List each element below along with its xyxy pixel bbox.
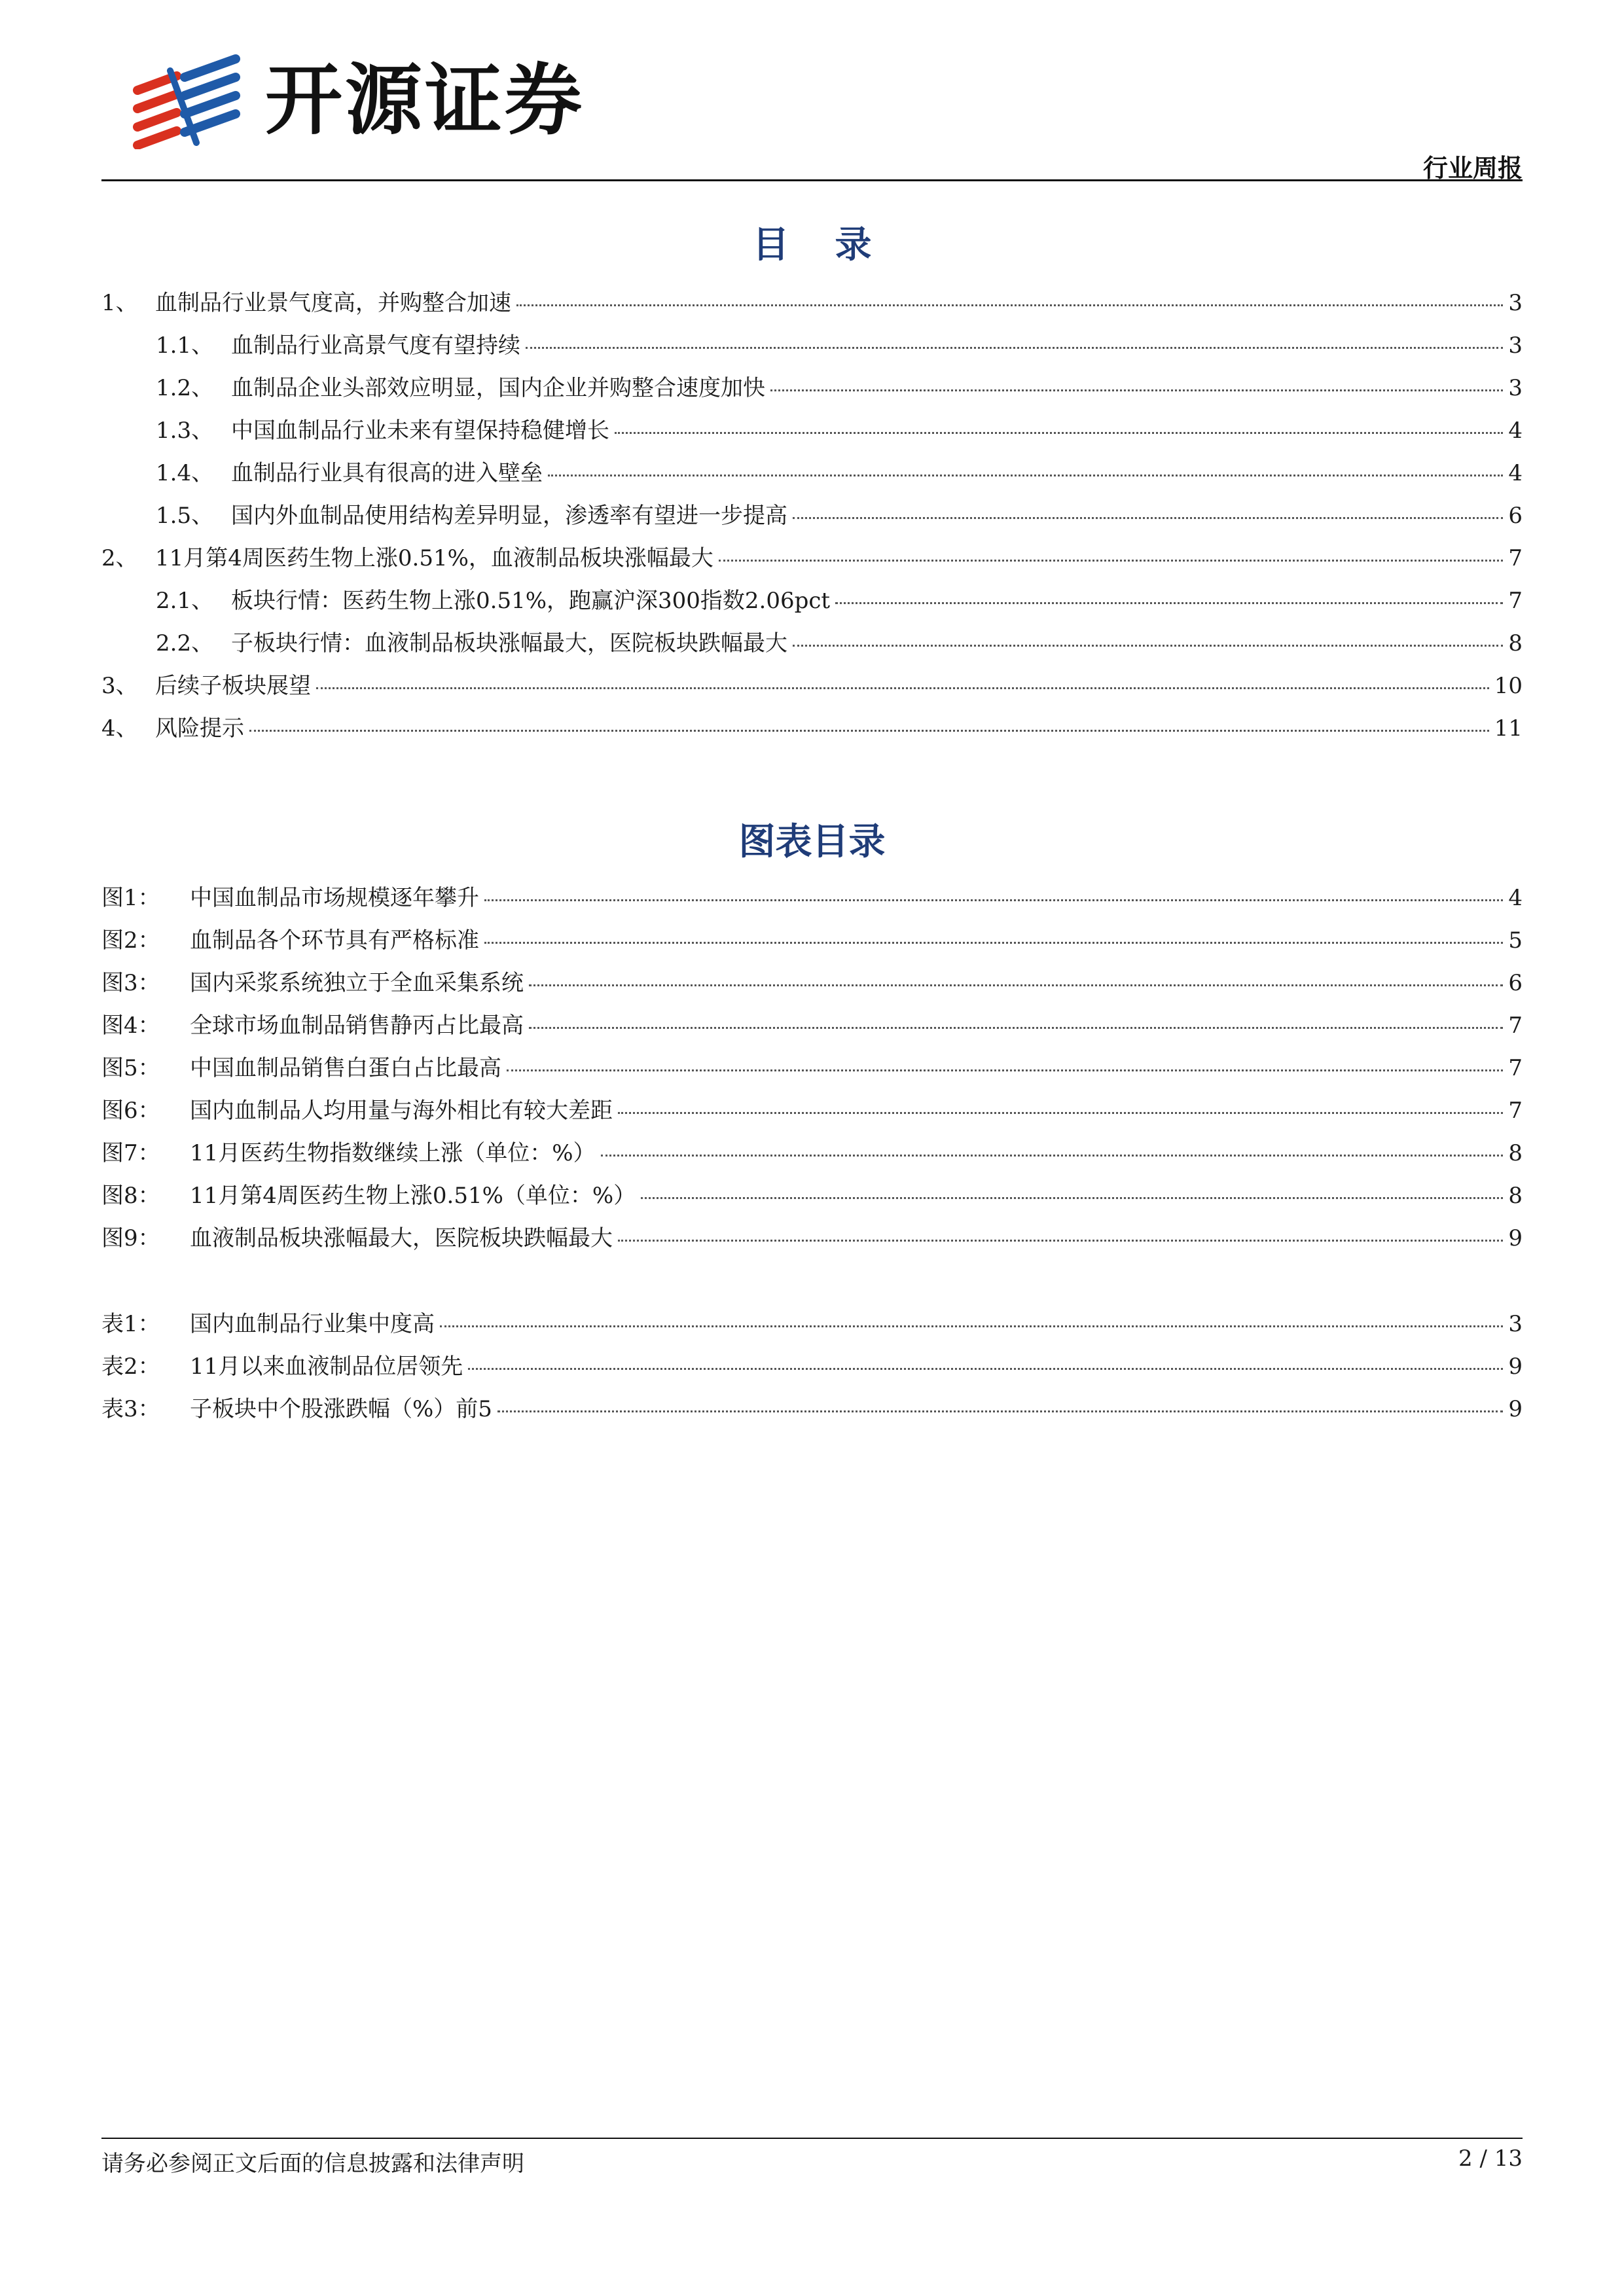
entry-title: 血制品行业高景气度有望持续 xyxy=(231,332,520,359)
dot-leader xyxy=(497,1410,1503,1412)
entry-title: 国内血制品人均用量与海外相比有较大差距 xyxy=(190,1098,613,1124)
entry-page: 5 xyxy=(1508,927,1523,954)
entry-page: 10 xyxy=(1494,673,1523,699)
entry-number: 图4： xyxy=(101,1013,160,1039)
company-logo xyxy=(131,51,602,149)
toc-entry[interactable] xyxy=(101,412,1523,455)
entry-title: 血制品行业具有很高的进入壁垒 xyxy=(231,460,543,486)
entry-title: 血制品各个环节具有严格标准 xyxy=(190,927,479,954)
logo-text: 开源证券 xyxy=(265,55,585,145)
dot-leader xyxy=(641,1197,1503,1199)
dot-leader xyxy=(529,984,1503,986)
entry-title: 血液制品板块涨幅最大，医院板块跌幅最大 xyxy=(190,1225,613,1251)
entry-number: 4、 xyxy=(101,715,138,742)
dot-leader xyxy=(468,1368,1503,1370)
entry-number: 1.1、 xyxy=(156,332,214,359)
toc-entry[interactable] xyxy=(101,1220,1523,1263)
dot-leader xyxy=(835,602,1503,604)
dot-leader xyxy=(529,1027,1503,1029)
entry-title: 风险提示 xyxy=(155,715,244,742)
entry-number: 图3： xyxy=(101,970,160,996)
dot-leader xyxy=(618,1112,1503,1114)
dot-leader xyxy=(526,347,1503,349)
entry-page: 4 xyxy=(1508,885,1523,911)
toc-entry[interactable] xyxy=(101,583,1523,625)
footer-disclaimer: 请务必参阅正文后面的信息披露和法律声明 xyxy=(101,2151,524,2177)
toc-entry[interactable] xyxy=(101,922,1523,965)
toc-entry[interactable] xyxy=(101,1092,1523,1135)
entry-page: 4 xyxy=(1508,418,1523,444)
entry-title: 血制品行业景气度高，并购整合加速 xyxy=(155,290,511,316)
entry-page: 7 xyxy=(1508,1098,1523,1124)
entry-title: 板块行情：医药生物上涨0.51%，跑赢沪深300指数2.06pct xyxy=(231,588,831,614)
entry-number: 表2： xyxy=(101,1354,160,1380)
entry-number: 2、 xyxy=(101,545,138,571)
entry-number: 2.2、 xyxy=(156,630,214,656)
entry-number: 表3： xyxy=(101,1396,160,1422)
figure-list xyxy=(101,880,1523,1263)
figures-title: 图表目录 xyxy=(738,821,886,863)
toc-entry[interactable] xyxy=(101,710,1523,753)
entry-page: 3 xyxy=(1508,290,1523,316)
dot-leader xyxy=(484,899,1503,901)
entry-page: 9 xyxy=(1508,1225,1523,1251)
entry-title: 11月医药生物指数继续上涨（单位：%） xyxy=(190,1140,596,1166)
toc-entry[interactable] xyxy=(101,540,1523,583)
toc-entry[interactable] xyxy=(101,370,1523,412)
entry-number: 图5： xyxy=(101,1055,160,1081)
dot-leader xyxy=(793,645,1503,647)
entry-page: 7 xyxy=(1508,545,1523,571)
toc-entry[interactable] xyxy=(101,1007,1523,1050)
dot-leader xyxy=(507,1069,1503,1071)
entry-number: 图1： xyxy=(101,885,160,911)
footer-divider xyxy=(101,2138,1523,2139)
entry-page: 8 xyxy=(1508,1140,1523,1166)
dot-leader xyxy=(793,517,1503,519)
entry-title: 子板块行情：血液制品板块涨幅最大，医院板块跌幅最大 xyxy=(231,630,787,656)
dot-leader xyxy=(249,730,1489,732)
entry-title: 后续子板块展望 xyxy=(155,673,311,699)
entry-title: 中国血制品市场规模逐年攀升 xyxy=(190,885,479,911)
entry-title: 11月以来血液制品位居领先 xyxy=(190,1354,463,1380)
entry-number: 图7： xyxy=(101,1140,160,1166)
entry-page: 3 xyxy=(1508,1311,1523,1337)
entry-page: 3 xyxy=(1508,375,1523,401)
toc-entry[interactable] xyxy=(101,668,1523,710)
entry-number: 表1： xyxy=(101,1311,160,1337)
entry-title: 国内外血制品使用结构差异明显，渗透率有望进一步提高 xyxy=(231,503,787,529)
entry-page: 3 xyxy=(1508,332,1523,359)
dot-leader xyxy=(719,560,1503,562)
toc-entry[interactable] xyxy=(101,1050,1523,1092)
dot-leader xyxy=(601,1155,1504,1157)
toc-list xyxy=(101,285,1523,753)
logo-mark-icon xyxy=(131,51,249,149)
dot-leader xyxy=(440,1325,1503,1327)
entry-title: 子板块中个股涨跌幅（%）前5 xyxy=(190,1396,492,1422)
dot-leader xyxy=(770,389,1503,391)
entry-page: 9 xyxy=(1508,1354,1523,1380)
entry-page: 6 xyxy=(1508,970,1523,996)
entry-number: 1.5、 xyxy=(156,503,214,529)
toc-entry[interactable] xyxy=(101,1177,1523,1220)
toc-entry[interactable] xyxy=(101,327,1523,370)
entry-number: 2.1、 xyxy=(156,588,214,614)
dot-leader xyxy=(484,942,1503,944)
page-number: 2 / 13 xyxy=(1458,2145,1523,2172)
entry-title: 全球市场血制品销售静丙占比最高 xyxy=(190,1013,524,1039)
entry-number: 3、 xyxy=(101,673,138,699)
header-divider xyxy=(101,179,1523,181)
toc-entry[interactable] xyxy=(101,880,1523,922)
entry-number: 1.3、 xyxy=(156,418,214,444)
entry-title: 国内血制品行业集中度高 xyxy=(190,1311,435,1337)
entry-title: 11月第4周医药生物上涨0.51%（单位：%） xyxy=(190,1183,636,1209)
entry-page: 9 xyxy=(1508,1396,1523,1422)
toc-entry[interactable] xyxy=(101,497,1523,540)
toc-entry[interactable] xyxy=(101,1348,1523,1391)
entry-number: 1.4、 xyxy=(156,460,214,486)
entry-number: 图2： xyxy=(101,927,160,954)
toc-entry[interactable] xyxy=(101,285,1523,327)
table-list xyxy=(101,1306,1523,1433)
entry-page: 7 xyxy=(1508,1013,1523,1039)
report-type-label: 行业周报 xyxy=(1422,154,1523,183)
entry-page: 8 xyxy=(1508,630,1523,656)
entry-number: 1、 xyxy=(101,290,138,316)
toc-entry[interactable] xyxy=(101,1306,1523,1348)
entry-number: 图6： xyxy=(101,1098,160,1124)
entry-number: 1.2、 xyxy=(156,375,214,401)
entry-number: 图9： xyxy=(101,1225,160,1251)
entry-page: 11 xyxy=(1494,715,1523,742)
dot-leader xyxy=(516,304,1503,306)
entry-page: 8 xyxy=(1508,1183,1523,1209)
entry-title: 国内采浆系统独立于全血采集系统 xyxy=(190,970,524,996)
entry-title: 中国血制品销售白蛋白占比最高 xyxy=(190,1055,501,1081)
dot-leader xyxy=(615,432,1503,434)
entry-title: 血制品企业头部效应明显，国内企业并购整合速度加快 xyxy=(231,375,765,401)
toc-title: 目录 xyxy=(752,224,918,266)
dot-leader xyxy=(316,687,1489,689)
toc-entry[interactable] xyxy=(101,455,1523,497)
entry-page: 7 xyxy=(1508,1055,1523,1081)
toc-entry[interactable] xyxy=(101,965,1523,1007)
entry-page: 6 xyxy=(1508,503,1523,529)
toc-entry[interactable] xyxy=(101,625,1523,668)
entry-page: 7 xyxy=(1508,588,1523,614)
dot-leader xyxy=(548,475,1503,476)
entry-title: 11月第4周医药生物上涨0.51%，血液制品板块涨幅最大 xyxy=(155,545,713,571)
entry-number: 图8： xyxy=(101,1183,160,1209)
toc-entry[interactable] xyxy=(101,1391,1523,1433)
entry-title: 中国血制品行业未来有望保持稳健增长 xyxy=(231,418,609,444)
entry-page: 4 xyxy=(1508,460,1523,486)
dot-leader xyxy=(618,1240,1503,1242)
toc-entry[interactable] xyxy=(101,1135,1523,1177)
